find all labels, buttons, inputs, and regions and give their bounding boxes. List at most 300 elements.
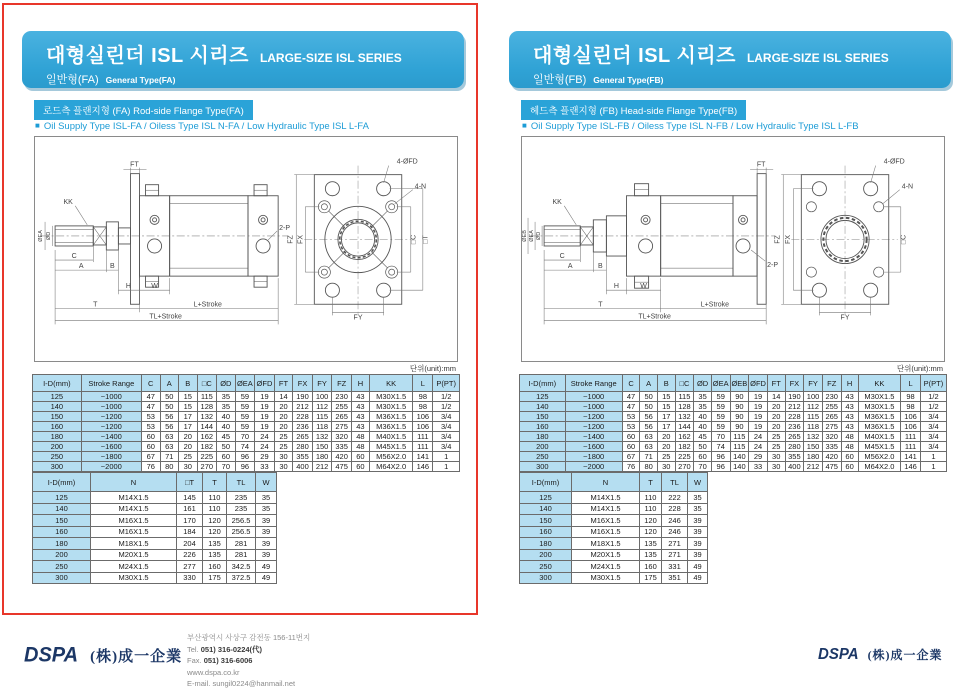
table-cell: 110	[640, 503, 662, 515]
table-cell: 39	[688, 526, 708, 538]
table-cell: 160	[203, 561, 227, 573]
table-cell: 250	[33, 561, 91, 573]
table-cell: 20	[274, 402, 293, 412]
table-cell: ~1000	[565, 392, 622, 402]
table-cell: 150	[804, 442, 823, 452]
table-cell: 56	[160, 412, 179, 422]
table-cell: 19	[255, 412, 275, 422]
table-row	[33, 432, 460, 442]
table-cell: 140	[520, 402, 566, 412]
table-cell: 60	[622, 432, 640, 442]
table-cell: 115	[804, 412, 823, 422]
table-cell: 140	[33, 503, 91, 515]
table-cell: 110	[203, 492, 227, 504]
technical-drawing-fa	[34, 136, 458, 362]
table-cell: 118	[312, 422, 332, 432]
hole-label-4fd: 4-ØFD	[396, 158, 418, 166]
table-cell: 15	[179, 402, 198, 412]
table-cell: 19	[255, 422, 275, 432]
dim-label-kk: KK	[63, 198, 73, 206]
table-cell: 56	[160, 422, 179, 432]
table-cell: 50	[694, 442, 712, 452]
table-cell: 275	[822, 422, 841, 432]
hole-label-4n: 4-N	[901, 183, 914, 191]
table-cell: M40X1.5	[858, 432, 901, 442]
dim-label-h: H	[125, 283, 131, 291]
column-header: Stroke Range	[565, 375, 622, 392]
table-cell: M40X1.5	[369, 432, 412, 442]
table-row	[520, 462, 947, 472]
table-cell: 110	[640, 492, 662, 504]
drawing-fb-svg	[522, 137, 944, 361]
table-cell: M64X2.0	[858, 462, 901, 472]
table-cell: M56X2.0	[858, 452, 901, 462]
square-bullet-icon: ■	[35, 121, 40, 130]
side-view-geometry	[55, 174, 278, 305]
port-leader-line	[268, 231, 277, 240]
section-label: 로드측 플랜지형 (FA) Rod-side Flange Type(FA)	[34, 100, 253, 120]
table-cell: 48	[351, 432, 369, 442]
table-cell: 29	[749, 452, 768, 462]
table-cell: 47	[141, 402, 160, 412]
column-header: ØEA	[711, 375, 730, 392]
table-cell: 25	[179, 452, 198, 462]
table-cell: 222	[662, 492, 688, 504]
table-cell: 111	[413, 432, 433, 442]
column-header: N	[572, 473, 640, 492]
table-cell: 60	[217, 452, 236, 462]
table-cell: M18X1.5	[572, 538, 640, 550]
table-cell: 300	[33, 572, 91, 584]
table-cell: 40	[694, 412, 712, 422]
table-cell: 1	[920, 462, 946, 472]
table-cell: 90	[730, 422, 749, 432]
table-cell: 67	[622, 452, 640, 462]
table-cell: 43	[351, 412, 369, 422]
table-cell: 230	[822, 392, 841, 402]
table-cell: 50	[640, 402, 658, 412]
table-cell: 226	[177, 549, 203, 561]
section-label: 헤드측 플랜지형 (FB) Head-side Flange Type(FB)	[521, 100, 746, 120]
table-cell: ~1200	[565, 412, 622, 422]
table-cell: 71	[640, 452, 658, 462]
dim-label-t: T	[598, 301, 603, 309]
dim-label-c: C	[559, 253, 565, 261]
table-cell: M36X1.5	[369, 422, 412, 432]
table-cell: 25	[767, 432, 785, 442]
table-cell: 120	[640, 526, 662, 538]
table-cell: 200	[33, 549, 91, 561]
table-cell: ~1400	[565, 432, 622, 442]
table-cell: 98	[901, 392, 921, 402]
table-row	[33, 538, 277, 550]
table-row	[33, 392, 460, 402]
type-list-text: Oil Supply Type ISL-FB / Oiless Type ISL N-FB / Low Hydraulic Type ISL L-FB	[530, 121, 859, 132]
company-logo-right	[818, 646, 943, 663]
table-cell: 3/4	[920, 442, 946, 452]
table-cell: ~1800	[81, 452, 141, 462]
table-cell: 43	[351, 402, 369, 412]
table-cell: M16X1.5	[91, 526, 177, 538]
square-bullet-icon: ■	[522, 121, 527, 130]
table-cell: M18X1.5	[91, 538, 177, 550]
table-cell: M64X2.0	[369, 462, 412, 472]
table-cell: M20X1.5	[91, 549, 177, 561]
table-cell: 15	[179, 392, 198, 402]
table-cell: 182	[675, 442, 694, 452]
dim-label-a: A	[78, 263, 84, 271]
table-cell: 96	[235, 452, 255, 462]
table-cell: 140	[730, 462, 749, 472]
table-cell: 20	[767, 422, 785, 432]
column-header: H	[351, 375, 369, 392]
dim-label-t: T	[93, 301, 98, 309]
table-cell: 20	[274, 412, 293, 422]
table-cell: M24X1.5	[572, 561, 640, 573]
table-cell: 255	[332, 402, 352, 412]
tel-label: Tel.	[187, 644, 199, 654]
column-header: W	[688, 473, 708, 492]
column-header: I-D(mm)	[520, 375, 566, 392]
hole-label-4fd: 4-ØFD	[883, 158, 905, 166]
column-header: I-D(mm)	[520, 473, 572, 492]
dim-label-sqt: □T	[422, 235, 430, 244]
column-header: FX	[785, 375, 804, 392]
column-header: T	[640, 473, 662, 492]
title-english: LARGE-SIZE ISL SERIES	[746, 51, 889, 65]
column-header: FT	[767, 375, 785, 392]
dim-label-w: W	[640, 283, 647, 291]
table-cell: 270	[197, 462, 217, 472]
table-cell: 212	[785, 402, 804, 412]
dim-label-fx: FX	[784, 234, 792, 244]
page-header-banner	[509, 31, 951, 88]
table-cell: 355	[785, 452, 804, 462]
tel-value: 051) 316-0224(代)	[200, 644, 263, 654]
table-cell: 53	[141, 422, 160, 432]
table-cell: 182	[197, 442, 217, 452]
page-title	[533, 39, 951, 68]
table-cell: M56X2.0	[369, 452, 412, 462]
column-header: FT	[274, 375, 293, 392]
table-cell: 59	[235, 412, 255, 422]
table-cell: 3/4	[433, 412, 460, 422]
table-cell: 24	[749, 432, 768, 442]
table-cell: 270	[675, 462, 694, 472]
email-line	[187, 678, 310, 690]
table-cell: 60	[841, 452, 858, 462]
dim-label-h: H	[613, 283, 619, 291]
table-cell: M14X1.5	[91, 492, 177, 504]
table-cell: 118	[804, 422, 823, 432]
table-row	[33, 561, 277, 573]
table-row	[33, 515, 277, 527]
table-cell: 80	[640, 462, 658, 472]
fax-line	[187, 655, 310, 667]
table-cell: 60	[841, 462, 858, 472]
column-header: FZ	[822, 375, 841, 392]
table-cell: 20	[657, 432, 675, 442]
table-cell: 60	[141, 432, 160, 442]
table-cell: 115	[197, 392, 217, 402]
table-cell: 45	[217, 432, 236, 442]
table-cell: 115	[675, 392, 694, 402]
table-row	[33, 452, 460, 462]
table-cell: 180	[520, 432, 566, 442]
table-cell: 19	[255, 392, 275, 402]
table-cell: ~1000	[81, 402, 141, 412]
table-cell: 150	[312, 442, 332, 452]
table-row	[33, 572, 277, 584]
table-cell: 63	[160, 442, 179, 452]
table-cell: 106	[413, 422, 433, 432]
table-cell: 162	[197, 432, 217, 442]
table-cell: M16X1.5	[572, 515, 640, 527]
face-view-geometry	[801, 175, 888, 305]
table-cell: 40	[217, 422, 236, 432]
table-cell: ~1600	[565, 442, 622, 452]
table-cell: 106	[901, 422, 921, 432]
table-cell: 60	[351, 452, 369, 462]
table-cell: 30	[274, 452, 293, 462]
table-cell: 125	[33, 492, 91, 504]
column-header: L	[901, 375, 921, 392]
table-cell: 35	[256, 503, 277, 515]
table-cell: 300	[33, 462, 82, 472]
column-header: FY	[804, 375, 823, 392]
table-cell: 59	[235, 422, 255, 432]
table-cell: 175	[640, 572, 662, 584]
dim-label-l-stroke: L+Stroke	[700, 301, 730, 309]
table-cell: 228	[785, 412, 804, 422]
table-cell: 125	[520, 492, 572, 504]
company-address-block	[187, 632, 310, 690]
table-cell: 162	[675, 432, 694, 442]
table-cell: 80	[160, 462, 179, 472]
dim-label-dd: ØD	[536, 231, 543, 241]
column-header: C	[141, 375, 160, 392]
table-cell: 53	[622, 422, 640, 432]
dim-label-a: A	[567, 263, 573, 271]
table-cell: 39	[688, 515, 708, 527]
table-cell: 180	[804, 452, 823, 462]
table-cell: 3/4	[920, 412, 946, 422]
table-cell: 335	[332, 442, 352, 452]
table-cell: 33	[255, 462, 275, 472]
column-header: C	[622, 375, 640, 392]
table-cell: 3/4	[920, 422, 946, 432]
table-cell: 70	[235, 432, 255, 442]
table-cell: 50	[160, 392, 179, 402]
table-cell: 24	[255, 432, 275, 442]
table-cell: 475	[822, 462, 841, 472]
table-cell: 39	[256, 526, 277, 538]
column-header: □C	[675, 375, 694, 392]
table-cell: 40	[217, 412, 236, 422]
table-cell: 53	[622, 412, 640, 422]
table-cell: 3/4	[433, 432, 460, 442]
table-cell: ~1200	[81, 412, 141, 422]
table-cell: 43	[841, 422, 858, 432]
table-cell: 100	[312, 392, 332, 402]
dim-label-fy: FY	[353, 314, 363, 322]
column-header: TL	[227, 473, 256, 492]
rod-thread-table-fa	[32, 472, 277, 584]
table-row	[520, 412, 947, 422]
table-cell: 20	[179, 442, 198, 452]
table-cell: 228	[293, 412, 313, 422]
table-cell: 175	[203, 572, 227, 584]
drawing-fa-svg	[35, 137, 457, 361]
table-cell: 98	[901, 402, 921, 412]
face-view-dimension-lines	[781, 166, 901, 316]
table-cell: 1/2	[920, 402, 946, 412]
table-cell: 35	[217, 392, 236, 402]
table-cell: 1/2	[920, 392, 946, 402]
table-cell: ~1800	[565, 452, 622, 462]
table-cell: 112	[804, 402, 823, 412]
table-cell: 59	[711, 412, 730, 422]
subtitle-english: General Type(FB)	[593, 75, 664, 85]
table-cell: 111	[901, 442, 921, 452]
table-cell: 235	[227, 492, 256, 504]
hole-label-4n: 4-N	[414, 183, 427, 191]
column-header: A	[160, 375, 179, 392]
table-row	[520, 392, 947, 402]
table-cell: 146	[901, 462, 921, 472]
table-cell: 106	[413, 412, 433, 422]
table-cell: ~1200	[565, 422, 622, 432]
table-cell: M14X1.5	[572, 503, 640, 515]
table-cell: 256.5	[227, 515, 256, 527]
subtitle-korean: 일반형(FA)	[46, 74, 99, 86]
table-cell: 146	[413, 462, 433, 472]
dim-label-dea: ØEA	[529, 230, 536, 242]
table-cell: 331	[662, 561, 688, 573]
table-cell: ~1000	[81, 392, 141, 402]
table-row	[33, 442, 460, 452]
table-cell: 47	[141, 392, 160, 402]
table-cell: 115	[312, 412, 332, 422]
dim-label-ft: FT	[756, 161, 766, 169]
table-cell: 74	[711, 442, 730, 452]
side-view-labels	[38, 162, 290, 321]
table-cell: 160	[33, 422, 82, 432]
dim-label-b: B	[598, 263, 603, 271]
table-cell: 20	[767, 402, 785, 412]
table-cell: 250	[520, 561, 572, 573]
table-cell: 160	[520, 526, 572, 538]
table-cell: 17	[179, 412, 198, 422]
table-cell: 1/2	[433, 402, 460, 412]
table-cell: 15	[657, 392, 675, 402]
table-cell: 200	[33, 442, 82, 452]
table-cell: 43	[351, 422, 369, 432]
table-cell: 144	[675, 422, 694, 432]
dim-label-deb: ØEB	[522, 230, 529, 242]
table-cell: 63	[160, 432, 179, 442]
table-cell: 110	[203, 503, 227, 515]
table-cell: 48	[351, 442, 369, 452]
table-cell: 120	[203, 515, 227, 527]
table-cell: 400	[785, 462, 804, 472]
table-cell: 24	[749, 442, 768, 452]
table-cell: 35	[217, 402, 236, 412]
table-cell: 67	[141, 452, 160, 462]
table-cell: 120	[203, 526, 227, 538]
table-cell: M14X1.5	[572, 492, 640, 504]
dim-label-sqc: □C	[410, 234, 418, 245]
table-row	[520, 503, 708, 515]
table-cell: 160	[520, 422, 566, 432]
face-view-dimension-lines	[294, 166, 423, 316]
table-cell: 132	[675, 412, 694, 422]
dim-label-fz: FZ	[287, 235, 295, 244]
dim-label-tl-stroke: TL+Stroke	[638, 313, 671, 321]
table-cell: 265	[293, 432, 313, 442]
page-header-banner	[22, 31, 464, 88]
table-cell: 265	[332, 412, 352, 422]
table-cell: 17	[657, 422, 675, 432]
table-cell: 150	[520, 515, 572, 527]
dim-label-w: W	[151, 283, 158, 291]
table-cell: 49	[688, 561, 708, 573]
table-cell: 277	[177, 561, 203, 573]
dim-label-l-stroke: L+Stroke	[193, 301, 222, 309]
table-cell: 236	[293, 422, 313, 432]
table-cell: 59	[711, 422, 730, 432]
table-row	[520, 442, 947, 452]
column-header: FX	[293, 375, 313, 392]
dim-label-fx: FX	[297, 234, 305, 244]
table-cell: 56	[640, 412, 658, 422]
table-row	[520, 549, 708, 561]
table-cell: 300	[520, 572, 572, 584]
table-cell: 43	[351, 392, 369, 402]
dspa-logo: DSPA	[818, 645, 859, 664]
table-cell: 43	[841, 392, 858, 402]
table-cell: 150	[33, 515, 91, 527]
column-header: ØD	[217, 375, 236, 392]
table-cell: 15	[657, 402, 675, 412]
table-cell: 43	[841, 412, 858, 422]
centerlines	[41, 166, 411, 315]
table-cell: 271	[662, 538, 688, 550]
table-cell: 170	[177, 515, 203, 527]
column-header: KK	[858, 375, 901, 392]
table-row	[33, 422, 460, 432]
column-header: □T	[177, 473, 203, 492]
column-header: □C	[197, 375, 217, 392]
table-row	[520, 402, 947, 412]
table-cell: M45X1.5	[858, 442, 901, 452]
table-cell: 35	[256, 492, 277, 504]
address-line: 부산광역시 사상구 감전동 156-11번지	[187, 633, 311, 642]
column-header: FZ	[332, 375, 352, 392]
table-row	[520, 526, 708, 538]
table-cell: 125	[33, 392, 82, 402]
table-cell: 43	[841, 402, 858, 412]
table-cell: 25	[767, 442, 785, 452]
table-cell: 420	[332, 452, 352, 462]
technical-drawing-fb	[521, 136, 945, 362]
table-cell: 3/4	[920, 432, 946, 442]
table-row	[520, 561, 708, 573]
table-cell: 39	[256, 515, 277, 527]
company-name: (株)成一企業	[867, 648, 943, 662]
table-cell: 161	[177, 503, 203, 515]
table-cell: 335	[822, 442, 841, 452]
